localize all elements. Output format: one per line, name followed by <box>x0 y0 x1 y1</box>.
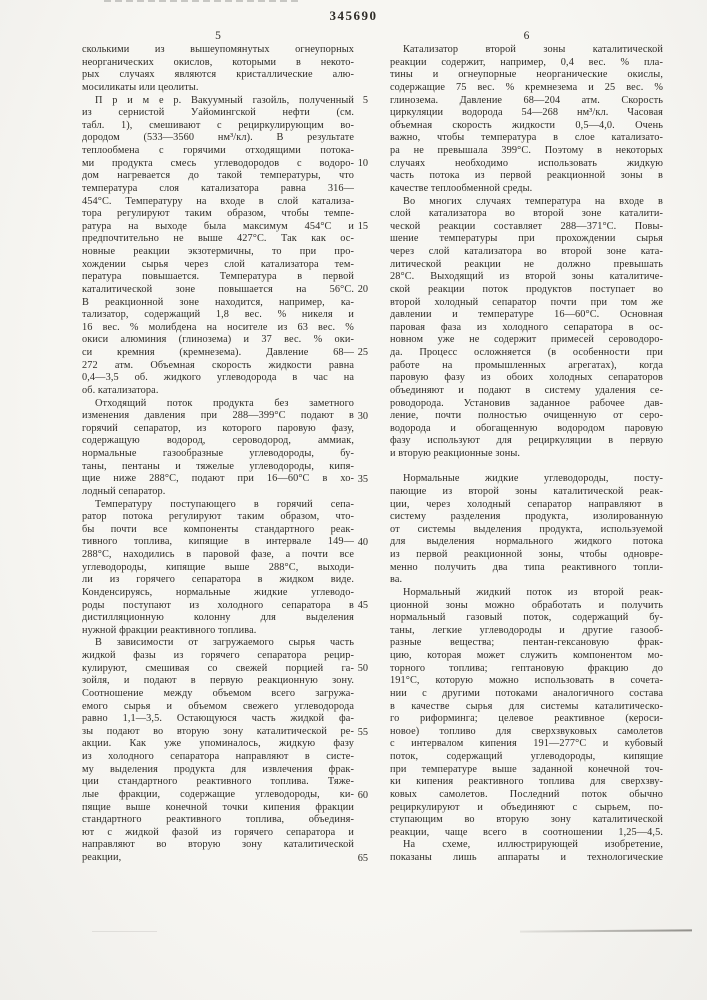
text-line: В зависимости от загружаемого сырья часть <box>95 637 354 649</box>
text-line: ми продукта смесь углеводородов с водоро- <box>82 157 354 169</box>
line-number: 50 <box>357 663 368 675</box>
text-line: цию, которая может служить компонентом мо- <box>390 650 663 661</box>
line-number: 35 <box>357 473 368 485</box>
scan-artifact-bottom-right <box>520 929 692 932</box>
text-line: Отходящий поток продукта без заметного <box>95 397 354 409</box>
text-line: ра не превышала 399°С. Поэтому в некоторых <box>390 145 663 156</box>
text-line: показаны лишь аппараты и технологические <box>390 852 663 863</box>
line-number: 10 <box>357 157 368 169</box>
text-line: реакции, чаще всего в соотношении 1,25—4,5. <box>390 826 663 838</box>
text-line: бы почти все компоненты стандартного реак- <box>82 523 354 535</box>
text-line: пература повышается. Температура в первой <box>82 271 354 283</box>
left-text-column <box>82 44 354 865</box>
text-line: В реакционной зоне находится, например, ка- <box>82 296 354 308</box>
text-line: да. Процесс осложняется (в особенности при <box>390 347 663 358</box>
text-line: объемная скорость жидкости 0,5—4,0. Очень <box>390 119 663 131</box>
text-line: в качестве сырья для системы каталитическо- <box>390 700 663 712</box>
line-number: 40 <box>357 536 368 548</box>
text-line: углеводороды, кипящие выше 288°С, выходи- <box>82 561 354 573</box>
patent-number: 345690 <box>329 8 378 23</box>
text-line: 16 вес. % молибдена на носителе из 63 вес. % <box>82 321 354 333</box>
text-line: нормальный газовый поток, содержащий бу- <box>390 612 663 624</box>
text-line: тализатор, содержащий 1,8 вес. % никеля и <box>82 309 354 321</box>
text-line: Температуру поступающего в горячий сепа- <box>95 498 354 510</box>
text-line: важно, чтобы температура в слое катализато- <box>390 132 663 144</box>
text-line: емого сырья и объемом свежего углеводорода <box>82 700 354 712</box>
text-line: содержащую водород, сероводород, аммиак, <box>82 435 354 447</box>
text-line: новое) топливо для сверхзвуковых самолетов <box>390 725 663 737</box>
line-number: 30 <box>357 410 368 422</box>
text-line: таны, пентаны и тяжелые углеводороды, кипя- <box>82 460 354 472</box>
text-line: паровая фаза из холодного сепаратора в ос- <box>390 321 663 333</box>
text-line: горячий сепаратор, из которого паровую фазу, <box>82 422 354 434</box>
text-line: систему разделения продукта, изолированную <box>390 511 663 523</box>
text-line: ступающим во вторую зону каталитической <box>390 814 663 826</box>
text-line: шение температуры при прохождении сырья <box>390 233 663 245</box>
text-line: ют с жидкой фазой из горячего сепаратора и <box>82 826 354 838</box>
text-line: из первой реакционной зоны, чтобы одновре- <box>390 549 663 560</box>
text-line: содержащие 75 вес. % кремнезема и 25 вес. % <box>390 81 663 93</box>
text-line: качестве теплообменной среды. <box>390 182 533 194</box>
text-line: окиси алюминия (глинозема) и 37 вес. % оки- <box>82 334 354 346</box>
text-line: изменения давления при 288—399°С подают в <box>82 410 354 422</box>
text-line: нормальные газообразные углеводороды, бу- <box>82 448 354 459</box>
text-line: дом нагревается до такой температуры, что <box>82 170 354 182</box>
text-line: дистилляционную колонну для выделения <box>82 612 354 624</box>
text-line: си кремния (кремнезема). Давление 68— <box>82 347 354 358</box>
text-line: му выделения продукта для извлечения фрак- <box>82 763 354 775</box>
text-line: лые фракции, содержащие углеводороды, ки- <box>82 788 354 800</box>
text-line: акции. Как уже упоминалось, жидкую фазу <box>82 738 354 750</box>
text-line: реакции содержит, например, 0,4 вес. % пла- <box>390 56 663 68</box>
text-line: ческой реакции составляет 288—371°С. Повы- <box>390 220 663 232</box>
text-line: менно получить два типа реактивного топли- <box>390 561 663 573</box>
text-line: 272 атм. Объемная скорость жидкости равна <box>82 359 354 371</box>
text-line: ратура на выходе была максимум 454°С и <box>82 220 354 232</box>
text-line: неорганических окислов, которыми в некото- <box>82 56 354 68</box>
text-line: об. катализатора. <box>82 384 159 396</box>
scan-artifact-top-edge <box>104 0 299 2</box>
text-line: табл. 1), смешивают с рециркулирующим во- <box>82 119 354 131</box>
text-line: хождении сырья через слой катализатора тем- <box>82 258 354 270</box>
text-line: слой катализатора во второй зоне каталити- <box>390 208 663 220</box>
text-line: от системы выделения продукта, используемой <box>390 523 663 535</box>
text-line: случаях необходимо использовать жидкую <box>390 157 663 169</box>
text-line: литической реакции не должно превышать <box>390 258 663 270</box>
text-line: 288°С, находились в паровой фазе, а почти все <box>82 549 354 560</box>
text-line: ской реакции поток продуктов поступает во <box>390 283 663 295</box>
text-line: 454°С. Температуру на входе в слой катализа- <box>82 195 354 207</box>
line-number: 55 <box>357 726 368 738</box>
text-line: 28°С. Выходящий из второй зоны каталитиче- <box>390 271 663 283</box>
line-number: 20 <box>357 284 368 296</box>
text-line: ки кипения реактивного топлива для сверхзву- <box>390 776 663 788</box>
text-line: нии с другими потоками аналогичного состава <box>390 687 663 699</box>
text-line: равно 1,1—3,5. Остающуюся часть жидкой фа- <box>82 713 354 725</box>
text-line: при температуре выше заданной конечной точ- <box>390 763 663 775</box>
text-line: ции стандартного реактивного топлива. Тяже- <box>82 776 354 788</box>
text-line: дородом (533—3560 нм³/кл). В результате <box>82 132 354 144</box>
text-line: второй холодный сепаратор почти при том же <box>390 296 663 308</box>
page-number-right: 6 <box>523 30 530 42</box>
text-line: ли из горячего сепаратора в жидком виде. <box>82 574 354 586</box>
text-line: ковых самолетов. Последний поток обычно <box>390 788 663 800</box>
text-line: щие ниже 288°С, подают при 16—60°С в хо- <box>82 473 354 485</box>
text-line: теплообмена с горячими отходящими потока- <box>82 145 354 156</box>
text-line: давлении и температуре 16—60°С. Основная <box>390 309 663 321</box>
text-line: нужной фракции реактивного топлива. <box>82 624 257 636</box>
text-line: циркуляции водорода 54—268 нм³/кл. Часовая <box>390 107 663 119</box>
text-line: тины и огнеупорные неорганические окислы, <box>390 69 663 81</box>
text-line: кулируют, смешивая со свежей порцией га- <box>82 662 354 674</box>
text-line: разные вещества; пентан-гексановую фрак- <box>390 637 663 649</box>
line-number: 5 <box>362 94 368 106</box>
text-line: Катализатор второй зоны каталитической <box>403 44 663 55</box>
text-line: П р и м е р. Вакуумный газойль, полученный <box>95 94 354 106</box>
text-line: поток, содержащий углеводороды, кипящие <box>390 751 663 762</box>
text-line: пающие из второй зоны каталитической реак- <box>390 485 663 497</box>
text-line: часть потока из первой реакционной зоны в <box>390 170 663 182</box>
text-line: лодный сепаратор. <box>82 485 166 497</box>
text-line: ции, через холодный сепаратор направляют в <box>390 498 663 510</box>
text-line: из холодного сепаратора направляют в систе- <box>82 751 354 762</box>
text-line: предпочтительно не выше 427°С. Так как ос- <box>82 233 354 245</box>
text-line: для выделения нормального жидкого потока <box>390 536 663 548</box>
text-line: фазу используют для рециркуляции в первую <box>390 435 663 447</box>
text-line: с интервалом кипения 191—277°С и кубовый <box>390 738 663 750</box>
text-line: зойля, и подают в первую реакционную зону. <box>82 675 354 687</box>
text-line: каталитической зоне повышается на 56°С. <box>82 283 354 295</box>
text-line: работе на промышленных агрегатах), когда <box>390 359 663 371</box>
text-line: температура слоя катализатора равна 316— <box>82 182 354 194</box>
text-line: сколькими из вышеупомянутых огнеупорных <box>82 44 354 55</box>
line-number: 65 <box>357 852 368 864</box>
text-line: ление, почти полностью очищенную от серо- <box>390 410 663 422</box>
text-line: таны, легкие углеводороды и другие газооб- <box>390 624 663 636</box>
text-line: роды поступают из холодного сепаратора в <box>82 599 354 611</box>
text-line: торного топлива; гептановую фракцию до <box>390 662 663 674</box>
text-line: стандартного реактивного топлива, объединя- <box>82 814 354 826</box>
text-line: ратор потока регулируют таким образом, что- <box>82 511 354 523</box>
text-line <box>390 461 663 474</box>
page-number-left: 5 <box>215 30 221 42</box>
text-line: водорода и обогащенную водородом паровую <box>390 422 663 434</box>
text-line: роводорода. Установив заданное рабочее дав- <box>390 397 663 409</box>
text-line: реакции, <box>82 852 122 863</box>
line-number: 15 <box>357 220 368 232</box>
text-line: новном уже не содержит примесей сероводоро- <box>390 334 663 346</box>
text-line: 191°С, которую можно использовать в сочета- <box>390 675 663 687</box>
line-number: 60 <box>357 789 368 801</box>
text-line: пящие выше конечной точки кипения фракции <box>82 801 354 813</box>
text-line: рых случаях являются кристаллические алю- <box>82 69 354 81</box>
text-line: Конденсируясь, нормальные жидкие углеводо- <box>82 586 354 598</box>
text-line: через слой катализатора во второй зоне ката- <box>390 246 663 257</box>
text-line: жидкой фазы из горячего сепаратора рецир- <box>82 650 354 661</box>
text-line: мосиликаты или цеолиты. <box>82 81 199 93</box>
text-line: глинозема. Давление 68—204 атм. Скорость <box>390 94 663 106</box>
text-block <box>82 44 663 865</box>
text-line: Во многих случаях температура на входе в <box>403 195 663 207</box>
line-number: 45 <box>357 600 368 612</box>
text-line: из сернистой Уайомингской нефти (см. <box>82 107 354 119</box>
text-line: тора регулируют таким образом, чтобы темпе- <box>82 208 354 220</box>
text-line: Соотношение между объемом всего загружа- <box>82 687 354 699</box>
text-line: го риформинга; целевое реактивное (кероси- <box>390 713 663 725</box>
text-line: объединяют и подают в систему удаления се- <box>390 384 663 396</box>
text-line: 0,4—3,5 об. жидкого углеводорода в час на <box>82 372 354 384</box>
text-line: новные реакции экзотермичны, то при про- <box>82 246 354 257</box>
scan-artifact-bottom-left <box>92 931 157 932</box>
line-numbers-gutter <box>354 44 390 865</box>
text-line: паровую фазу из обоих холодных сепараторов <box>390 372 663 384</box>
text-line: зы подают во вторую зону каталитической ре- <box>82 725 354 737</box>
text-line: тивного топлива, кипящие в интервале 149— <box>82 536 354 548</box>
text-line: На схеме, иллюстрирующей изобретение, <box>403 839 663 851</box>
text-line: рециркулируют и объединяют с сырьем, по- <box>390 801 663 813</box>
text-line: ва. <box>390 574 403 586</box>
line-number: 25 <box>357 347 368 359</box>
text-line: и вторую реакционные зоны. <box>390 448 521 459</box>
right-text-column <box>390 44 663 865</box>
text-line: Нормальный жидкий поток из второй реак- <box>403 586 663 598</box>
text-line: ционной зоны можно обработать и получить <box>390 599 663 611</box>
text-line: направляют во вторую зону каталитической <box>82 839 354 851</box>
text-line: Нормальные жидкие углеводороды, посту- <box>403 473 663 485</box>
